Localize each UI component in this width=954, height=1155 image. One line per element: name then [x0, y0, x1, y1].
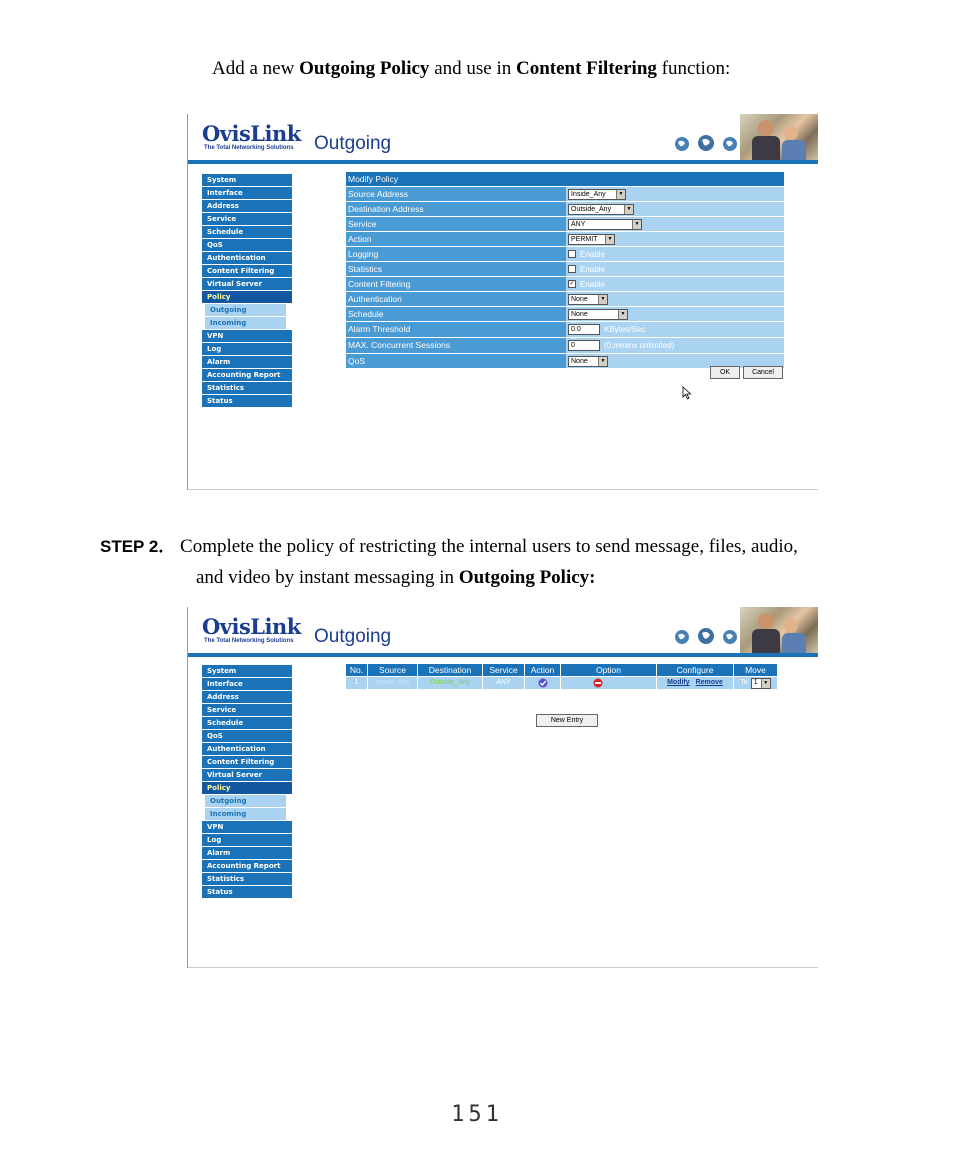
- cell-no: 1: [346, 677, 367, 689]
- nav-interface[interactable]: Interface: [202, 187, 292, 199]
- nav-content-filtering[interactable]: Content Filtering: [202, 265, 292, 277]
- schedule-label: Schedule: [346, 307, 566, 321]
- page-title: Outgoing: [314, 626, 392, 647]
- intro-paragraph: Add a new Outgoing Policy and use in Content Filtering function:: [212, 58, 731, 79]
- alarm-threshold-input[interactable]: 0.0: [568, 324, 600, 335]
- step2-label: STEP 2．: [100, 537, 176, 556]
- nav-sub-incoming[interactable]: Incoming: [205, 317, 286, 329]
- alarm-threshold-unit: KBytes/Sec: [604, 325, 646, 334]
- destination-address-select[interactable]: Outside_Any ▼: [568, 204, 634, 215]
- col-action: Action: [525, 664, 560, 676]
- nav-accounting-report[interactable]: Accounting Report: [202, 369, 292, 381]
- policy-table: [346, 664, 782, 690]
- nav-virtual-server[interactable]: Virtual Server: [202, 278, 292, 290]
- globe-icons: [672, 132, 742, 154]
- nav-sub-outgoing[interactable]: Outgoing: [205, 795, 286, 807]
- max-sessions-hint: (0:means unlimited): [604, 341, 675, 350]
- schedule-select[interactable]: None ▼: [568, 309, 628, 320]
- permit-check-icon: [538, 678, 548, 688]
- step2-paragraph-line2: and video by instant messaging in Outgoing Policy:: [196, 567, 596, 588]
- nav-service[interactable]: Service: [202, 213, 292, 225]
- col-destination: Destination: [418, 664, 482, 676]
- nav-system[interactable]: System: [202, 174, 292, 186]
- modify-link[interactable]: Modify: [667, 679, 690, 686]
- nav-sub-outgoing[interactable]: Outgoing: [205, 304, 286, 316]
- intro-bold-outgoing-policy: Outgoing Policy: [299, 58, 430, 79]
- nav-qos[interactable]: QoS: [202, 239, 292, 251]
- max-sessions-input[interactable]: 0: [568, 340, 600, 351]
- nav-statistics[interactable]: Statistics: [202, 382, 292, 394]
- app-header: [188, 607, 818, 657]
- cell-service: ANY: [483, 677, 524, 689]
- nav-sub-incoming[interactable]: Incoming: [205, 808, 286, 820]
- qos-label: QoS: [346, 354, 566, 368]
- header-photo: [740, 114, 818, 160]
- nav-status[interactable]: Status: [202, 886, 292, 898]
- ok-button[interactable]: OK: [710, 366, 740, 379]
- move-to-label: To: [740, 679, 748, 686]
- nav-schedule[interactable]: Schedule: [202, 226, 292, 238]
- nav-interface[interactable]: Interface: [202, 678, 292, 690]
- ovislink-logo: OvisLink: [202, 121, 301, 146]
- chevron-down-icon: ▼: [761, 679, 770, 688]
- chevron-down-icon: ▼: [618, 310, 627, 319]
- step2-paragraph: STEP 2． Complete the policy of restricting the internal users to send message, files, audio,: [100, 536, 798, 557]
- col-source: Source: [368, 664, 417, 676]
- sidebar-nav: [202, 174, 292, 408]
- globe-icons: [672, 625, 742, 647]
- nav-content-filtering[interactable]: Content Filtering: [202, 756, 292, 768]
- logging-checkbox[interactable]: [568, 250, 576, 258]
- col-option: Option: [561, 664, 656, 676]
- cell-configure: [657, 677, 733, 689]
- source-address-select[interactable]: Inside_Any ▼: [568, 189, 626, 200]
- remove-link[interactable]: Remove: [695, 679, 723, 686]
- app-header: [188, 114, 818, 164]
- screenshot-outgoing-policy-list: [187, 607, 818, 968]
- qos-select[interactable]: None ▼: [568, 356, 608, 367]
- authentication-select[interactable]: None ▼: [568, 294, 608, 305]
- service-label: Service: [346, 217, 566, 231]
- modify-policy-form: Modify Policy Source Address Inside_Any ▼ Destination Address Outside_Any ▼ Service ANY ▼ Action PERMIT ▼ Logging Enable Statistics Enable Content Filtering ✓ Enable Authentication None ▼ Schedule None ▼ Alarm Threshold 0.0 KBytes/Sec MAX. Concurrent Sessions 0 (0:means unlimited) QoS None ▼: [346, 172, 784, 369]
- col-service: Service: [483, 664, 524, 676]
- chevron-down-icon: ▼: [598, 295, 607, 304]
- table-header-row: [346, 664, 782, 676]
- nav-status[interactable]: Status: [202, 395, 292, 407]
- cell-action: [525, 677, 560, 689]
- col-configure: Configure: [657, 664, 733, 676]
- nav-service[interactable]: Service: [202, 704, 292, 716]
- action-label: Action: [346, 232, 566, 246]
- nav-policy[interactable]: Policy: [202, 782, 292, 794]
- mouse-pointer-icon: [682, 386, 692, 400]
- nav-address[interactable]: Address: [202, 200, 292, 212]
- cancel-button[interactable]: Cancel: [743, 366, 783, 379]
- nav-statistics[interactable]: Statistics: [202, 873, 292, 885]
- cell-option: [561, 677, 656, 689]
- source-address-label: Source Address: [346, 187, 566, 201]
- chevron-down-icon: ▼: [605, 235, 614, 244]
- screenshot-modify-policy: [187, 114, 818, 490]
- max-sessions-label: MAX. Concurrent Sessions: [346, 338, 566, 353]
- chevron-down-icon: ▼: [598, 357, 607, 366]
- ovislink-logo: OvisLink: [202, 614, 301, 639]
- chevron-down-icon: ▼: [616, 190, 625, 199]
- intro-bold-content-filtering: Content Filtering: [515, 58, 657, 79]
- chevron-down-icon: ▼: [632, 220, 641, 229]
- content-filtering-label: Content Filtering: [346, 277, 566, 291]
- nav-alarm[interactable]: Alarm: [202, 847, 292, 859]
- nav-authentication[interactable]: Authentication: [202, 743, 292, 755]
- nav-vpn[interactable]: VPN: [202, 330, 292, 342]
- nav-log[interactable]: Log: [202, 834, 292, 846]
- col-move: Move: [734, 664, 777, 676]
- nav-authentication[interactable]: Authentication: [202, 252, 292, 264]
- content-filter-stop-icon: [593, 678, 603, 688]
- page-number: 151: [451, 1102, 503, 1127]
- statistics-label: Statistics: [346, 262, 566, 276]
- nav-policy[interactable]: Policy: [202, 291, 292, 303]
- statistics-checkbox[interactable]: [568, 265, 576, 273]
- nav-vpn[interactable]: VPN: [202, 821, 292, 833]
- authentication-label: Authentication: [346, 292, 566, 306]
- table-row: [346, 677, 782, 689]
- col-no: No.: [346, 664, 367, 676]
- content-filtering-checkbox[interactable]: ✓: [569, 281, 575, 287]
- destination-address-label: Destination Address: [346, 202, 566, 216]
- alarm-threshold-label: Alarm Threshold: [346, 322, 566, 337]
- new-entry-button[interactable]: New Entry: [536, 714, 598, 727]
- nav-qos[interactable]: QoS: [202, 730, 292, 742]
- header-photo: [740, 607, 818, 653]
- nav-alarm[interactable]: Alarm: [202, 356, 292, 368]
- nav-log[interactable]: Log: [202, 343, 292, 355]
- chevron-down-icon: ▼: [624, 205, 633, 214]
- sidebar-nav: [202, 665, 292, 899]
- form-heading: Modify Policy: [346, 172, 784, 186]
- logging-label: Logging: [346, 247, 566, 261]
- nav-system[interactable]: System: [202, 665, 292, 677]
- cell-source: Inside_Any: [368, 677, 417, 689]
- nav-address[interactable]: Address: [202, 691, 292, 703]
- service-select[interactable]: ANY ▼: [568, 219, 642, 230]
- nav-schedule[interactable]: Schedule: [202, 717, 292, 729]
- cell-move: [734, 677, 777, 689]
- nav-virtual-server[interactable]: Virtual Server: [202, 769, 292, 781]
- logo-tagline: The Total Networking Solutions: [204, 638, 294, 644]
- nav-accounting-report[interactable]: Accounting Report: [202, 860, 292, 872]
- cell-destination: Outside_Any: [418, 677, 482, 689]
- page-title: Outgoing: [314, 133, 392, 154]
- logo-tagline: The Total Networking Solutions: [204, 145, 294, 151]
- move-select[interactable]: 1 ▼: [751, 678, 771, 689]
- action-select[interactable]: PERMIT ▼: [568, 234, 615, 245]
